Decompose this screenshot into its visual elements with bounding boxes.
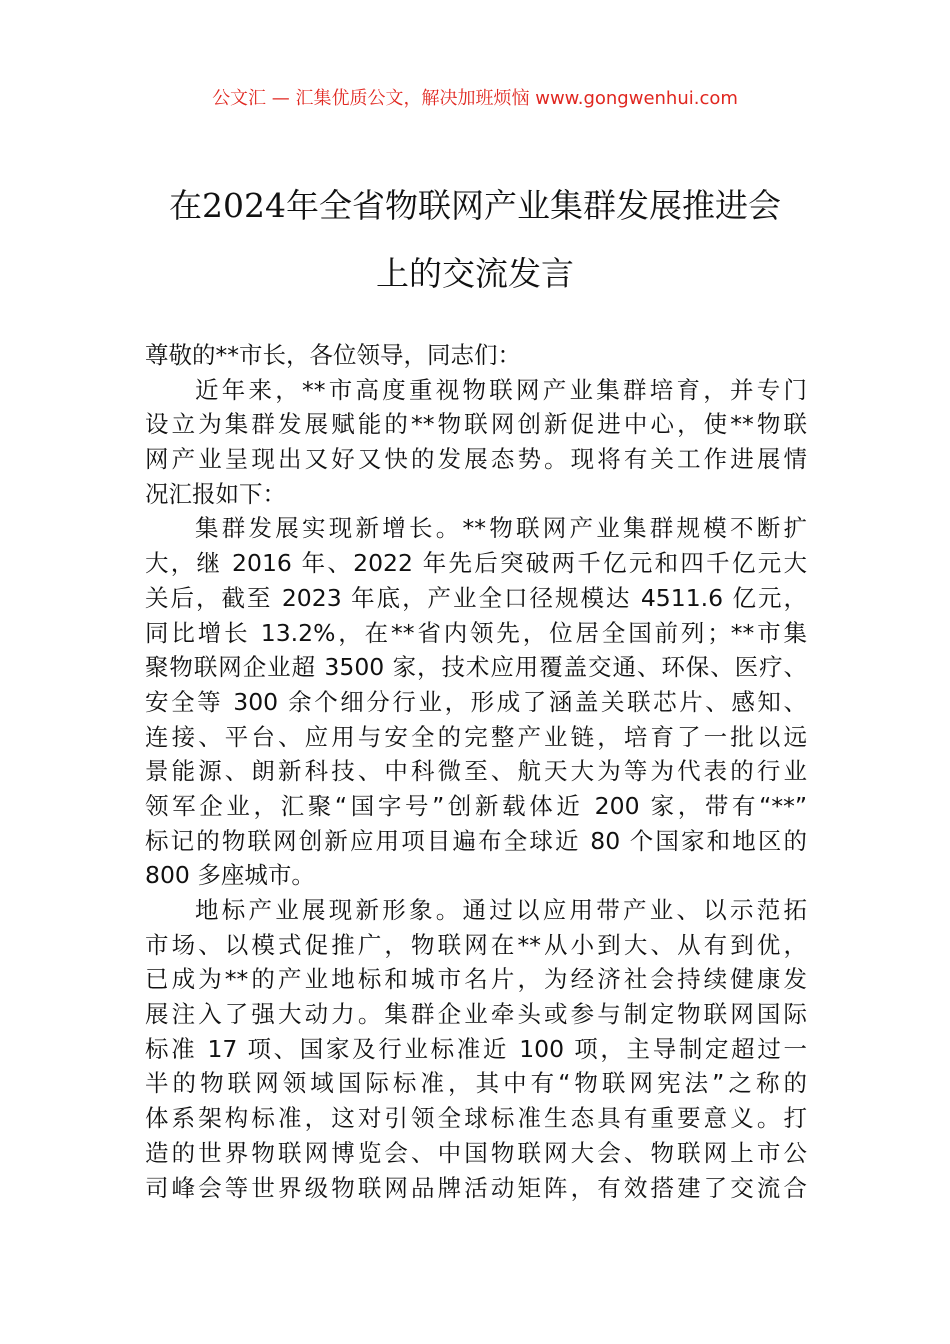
paragraph-line: 设立为集群发展赋能的**物联网创新促进中心，使**物联 <box>145 410 807 439</box>
paragraph-line: 领军企业，汇聚“国字号”创新载体近 200 家，带有“**” <box>145 791 807 820</box>
paragraph-line: 800 多座城市。 <box>145 861 315 890</box>
paragraph-line: 近年来，**市高度重视物联网产业集群培育，并专门 <box>195 375 807 404</box>
document-title-line-1 <box>0 180 950 227</box>
document-title-line-2: 上的交流发言 <box>376 254 574 293</box>
paragraph-line: 安全等 300 余个细分行业，形成了涵盖关联芯片、感知、 <box>145 687 807 716</box>
document-body <box>145 338 807 1205</box>
paragraph-line: 半的物联网领域国际标准，其中有“物联网宪法”之称的 <box>145 1069 807 1098</box>
paragraph-line: 司峰会等世界级物联网品牌活动矩阵，有效搭建了交流合 <box>145 1173 807 1202</box>
paragraph-line: 同比增长 13.2%，在**省内领先，位居全国前列；**市集 <box>145 618 807 647</box>
title-prefix: 在 <box>169 186 202 225</box>
paragraph <box>145 893 807 1205</box>
paragraph-line: 市场、以模式促推广，物联网在**从小到大、从有到优， <box>145 930 807 959</box>
paragraph-line: 标记的物联网创新应用项目遍布全球近 80 个国家和地区的 <box>145 826 807 855</box>
paragraph-line: 体系架构标准，这对引领全球标准生态具有重要意义。打 <box>145 1104 807 1133</box>
paragraph <box>145 373 807 512</box>
title-year: 2024 <box>202 186 286 225</box>
paragraph-line: 聚物联网企业超 3500 家，技术应用覆盖交通、环保、医疗、 <box>145 653 807 682</box>
paragraph-line: 关后，截至 2023 年底，产业全口径规模达 4511.6 亿元， <box>145 583 807 612</box>
paragraph-line: 展注入了强大动力。集群企业牵头或参与制定物联网国际 <box>145 1000 807 1029</box>
paragraph-line: 景能源、朗新科技、中科微至、航天大为等为代表的行业 <box>145 757 807 786</box>
watermark-header: 公文汇 — 汇集优质公文，解决加班烦恼 www.gongwenhui.com <box>212 88 738 109</box>
paragraph-line: 造的世界物联网博览会、中国物联网大会、物联网上市公 <box>145 1138 807 1167</box>
salutation: 尊敬的**市长，各位领导，同志们： <box>145 341 521 369</box>
paragraph-line: 标准 17 项、国家及行业标准近 100 项，主导制定超过一 <box>145 1034 807 1063</box>
paragraph-line: 大，继 2016 年、2022 年先后突破两千亿元和四千亿元大 <box>145 549 807 578</box>
title-suffix: 年全省物联网产业集群发展推进会 <box>285 186 781 225</box>
paragraph-line: 网产业呈现出又好又快的发展态势。现将有关工作进展情 <box>145 445 807 474</box>
paragraph-line: 地标产业展现新形象。通过以应用带产业、以示范拓 <box>195 896 807 924</box>
paragraph <box>145 511 807 893</box>
paragraph-line: 已成为**的产业地标和城市名片，为经济社会持续健康发 <box>145 965 807 994</box>
paragraph-line: 况汇报如下： <box>145 479 286 508</box>
paragraph-line: 连接、平台、应用与安全的完整产业链，培育了一批以远 <box>145 722 807 751</box>
paragraph-line: 集群发展实现新增长。**物联网产业集群规模不断扩 <box>195 514 807 543</box>
